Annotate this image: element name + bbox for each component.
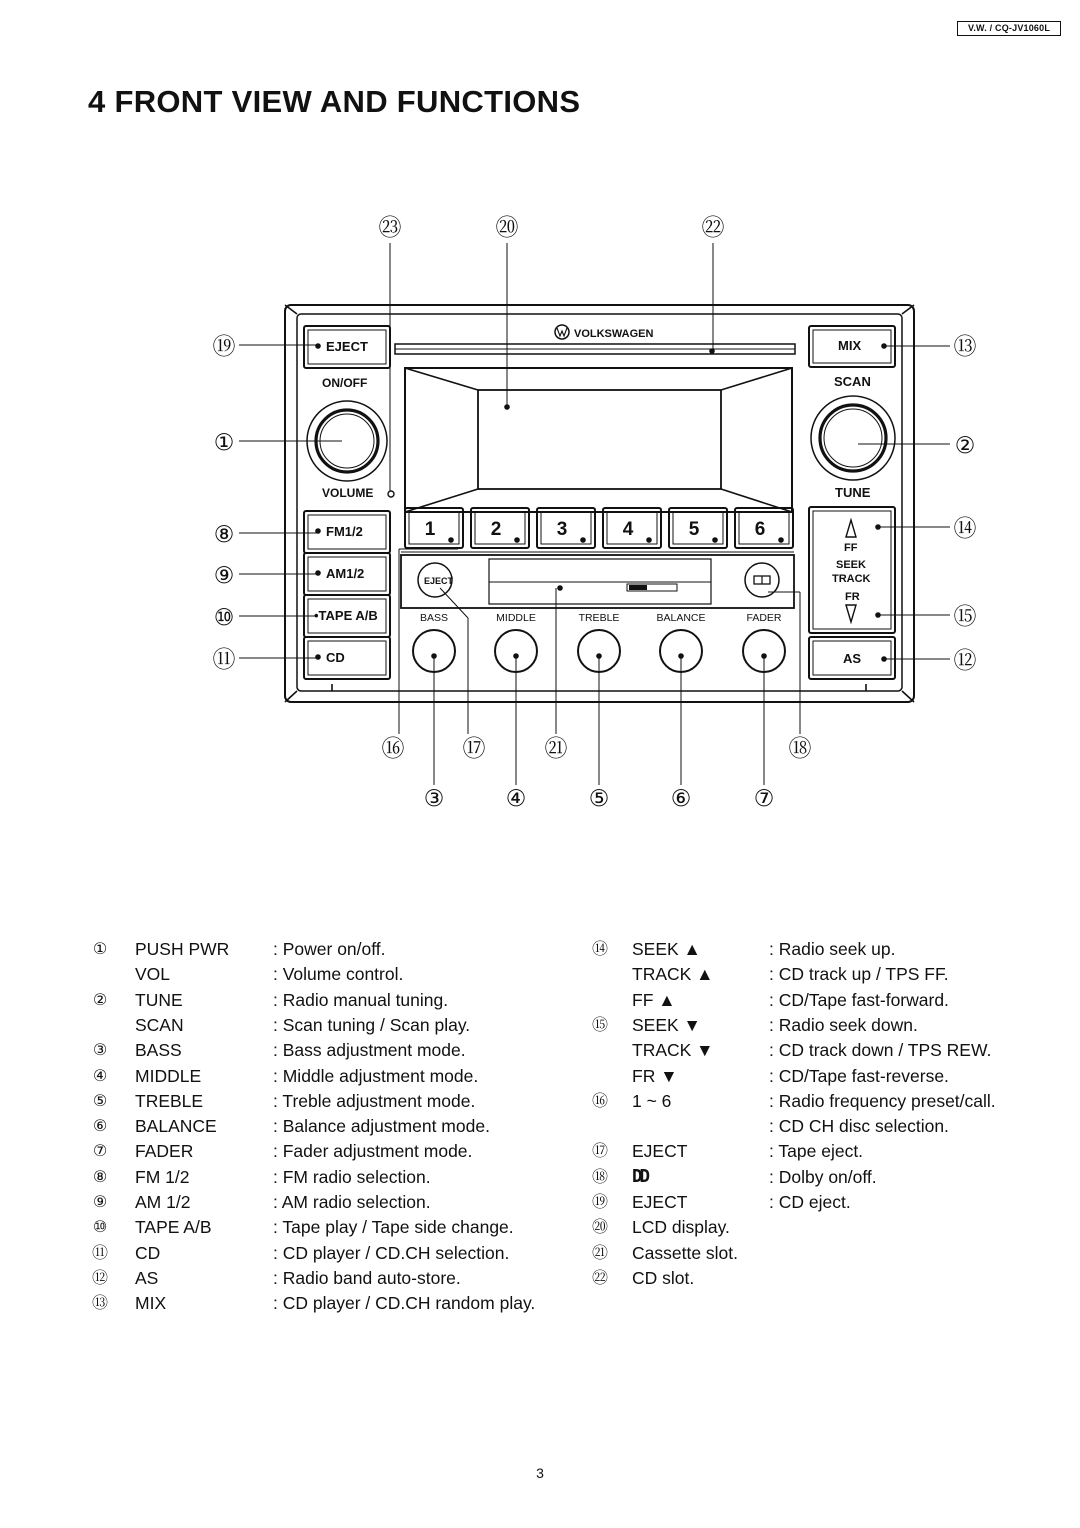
legend-number: ⑰ xyxy=(591,1143,608,1161)
preset-label-1: 1 xyxy=(424,519,436,540)
legend-row xyxy=(88,1165,538,1190)
legend-row xyxy=(88,1190,538,1215)
legend-number: ④ xyxy=(92,1067,108,1085)
track-label: TRACK xyxy=(832,573,871,585)
fr-label: FR xyxy=(845,591,860,603)
legend-row xyxy=(588,962,1038,987)
legend-description: : Treble adjustment mode. xyxy=(273,1090,476,1111)
legend-number: ⑧ xyxy=(92,1168,108,1186)
chassis xyxy=(285,305,914,702)
legend-description: : CD/Tape fast-forward. xyxy=(769,989,949,1010)
preset-label-2: 2 xyxy=(490,519,502,540)
callout-10: ⑩ xyxy=(213,604,235,630)
legend-label: LCD display. xyxy=(632,1217,730,1238)
legend-label: Cassette slot. xyxy=(632,1242,739,1263)
legend-description: : Volume control. xyxy=(273,964,404,985)
legend-number: ⑪ xyxy=(91,1244,108,1262)
legend-row xyxy=(88,1064,538,1089)
legend-row xyxy=(88,988,538,1013)
legend-description: : Power on/off. xyxy=(273,939,386,959)
legend-number: ⑩ xyxy=(92,1219,108,1237)
legend-label: FR ▼ xyxy=(632,1065,678,1086)
legend-label: TAPE A/B xyxy=(135,1217,212,1238)
legend-row xyxy=(88,962,538,987)
callout-5: ⑤ xyxy=(588,785,610,811)
legend-label: 1 ~ 6 xyxy=(632,1090,672,1111)
legend-number: ⑳ xyxy=(591,1219,608,1237)
legend-row xyxy=(88,937,538,962)
callout-19: ⑲ xyxy=(212,333,236,359)
callout-8: ⑧ xyxy=(213,521,235,547)
legend-label: FF ▲ xyxy=(632,989,676,1010)
legend-row xyxy=(588,1266,1038,1291)
legend-description: : CD eject. xyxy=(769,1192,851,1212)
am-label: AM1/2 xyxy=(326,566,365,581)
preset-label-3: 3 xyxy=(556,519,568,540)
preset-button-2[interactable] xyxy=(471,508,529,548)
brand-label: VOLKSWAGEN xyxy=(574,328,654,340)
callout-15: ⑮ xyxy=(953,603,977,629)
callout-23: ㉓ xyxy=(378,214,402,240)
legend-label: CD xyxy=(135,1242,161,1263)
volume-knob[interactable] xyxy=(307,376,394,500)
callout-13: ⑬ xyxy=(953,333,977,359)
callout-22: ㉒ xyxy=(701,214,725,240)
legend-row xyxy=(88,1139,538,1164)
legend-row xyxy=(88,1089,538,1114)
legend-description: : Tape play / Tape side change. xyxy=(273,1217,514,1238)
legend-number: ⑦ xyxy=(92,1143,108,1161)
legend-description: : Scan tuning / Scan play. xyxy=(273,1014,471,1035)
legend-row xyxy=(588,1114,1038,1139)
legend-label: TRACK ▲ xyxy=(632,964,714,985)
legend-row xyxy=(588,1139,1038,1164)
legend-row xyxy=(588,937,1038,962)
preset-label-5: 5 xyxy=(688,519,700,540)
legend-description: : CD track down / TPS REW. xyxy=(769,1040,992,1061)
legend-description: : CD CH disc selection. xyxy=(769,1116,949,1137)
seek-label: SEEK xyxy=(836,559,866,571)
balance-label: BALANCE xyxy=(656,612,706,624)
preset-button-3[interactable] xyxy=(537,508,595,548)
volkswagen-logo xyxy=(555,325,654,340)
cassette-area xyxy=(401,552,794,608)
as-label: AS xyxy=(843,651,862,666)
legend-label: EJECT xyxy=(632,1192,688,1212)
legend-label: TREBLE xyxy=(135,1090,204,1111)
volume-label: VOLUME xyxy=(322,486,374,500)
legend-label: TRACK ▼ xyxy=(632,1040,714,1061)
legend-description: : Dolby on/off. xyxy=(769,1166,877,1187)
legend-number: ㉑ xyxy=(591,1244,608,1262)
callout-2: ② xyxy=(954,432,976,458)
mix-button[interactable] xyxy=(809,326,895,367)
fm-button[interactable] xyxy=(304,511,390,553)
tape-ab-label: •TAPE A/B xyxy=(314,608,378,623)
legend-label: FADER xyxy=(135,1141,194,1162)
legend-description: : Tape eject. xyxy=(769,1141,864,1162)
legend-row xyxy=(588,1190,1038,1215)
cd-label: CD xyxy=(326,650,345,665)
legend-description: : CD player / CD.CH selection. xyxy=(273,1242,510,1263)
seek-rocker[interactable] xyxy=(809,507,895,633)
legend-number: ⑭ xyxy=(591,941,608,958)
fm-label: FM1/2 xyxy=(326,524,363,539)
page-number: 3 xyxy=(536,1465,544,1481)
cd-eject-label: EJECT xyxy=(326,339,368,354)
legend-number: ⑱ xyxy=(591,1168,608,1186)
legend-number: ⑮ xyxy=(591,1016,608,1034)
legend-row xyxy=(588,1013,1038,1038)
legend-number: ⑤ xyxy=(92,1092,108,1110)
tune-label: TUNE xyxy=(835,485,871,500)
preset-button-6[interactable] xyxy=(735,508,793,548)
cd-eject-button[interactable] xyxy=(304,326,390,368)
dolby-symbol: DD xyxy=(632,1166,648,1187)
callout-14: ⑭ xyxy=(953,515,977,541)
legend-number: ⑲ xyxy=(591,1194,608,1211)
callout-9: ⑨ xyxy=(213,562,235,588)
legend-label: SEEK ▲ xyxy=(632,939,701,959)
legend-label: MIX xyxy=(135,1293,167,1314)
callout-21: ㉑ xyxy=(544,735,568,761)
fader-label: FADER xyxy=(746,612,782,624)
legend-row xyxy=(588,1038,1038,1063)
legend-number: ⑬ xyxy=(91,1295,108,1313)
legend-description: : CD player / CD.CH random play. xyxy=(273,1293,536,1314)
legend-description: : AM radio selection. xyxy=(273,1192,431,1212)
page-title: 4 FRONT VIEW AND FUNCTIONS xyxy=(88,84,581,119)
legend-row xyxy=(588,1215,1038,1240)
legend-label: TUNE xyxy=(135,989,183,1010)
legend-number: ⑯ xyxy=(591,1092,608,1110)
legend-number: ㉒ xyxy=(591,1269,608,1287)
legend-description: : Balance adjustment mode. xyxy=(273,1116,490,1137)
model-tag: V.W. / CQ-JV1060L xyxy=(957,21,1061,36)
legend-row xyxy=(88,1266,538,1291)
legend-row xyxy=(88,1114,538,1139)
callout-17: ⑰ xyxy=(462,735,486,761)
legend-description: : CD/Tape fast-reverse. xyxy=(769,1065,949,1086)
as-button[interactable] xyxy=(809,637,895,679)
legend-label: FM 1/2 xyxy=(135,1166,190,1187)
tape-eject-label: EJECT xyxy=(424,576,454,586)
legend-row xyxy=(588,1089,1038,1114)
callout-4: ④ xyxy=(505,785,527,811)
seek-down-icon xyxy=(846,605,856,622)
legend-row xyxy=(588,1064,1038,1089)
legend-row xyxy=(88,1215,538,1240)
tune-knob[interactable] xyxy=(811,374,895,500)
preset-label-4: 4 xyxy=(622,519,634,540)
legend-row xyxy=(88,1013,538,1038)
preset-label-6: 6 xyxy=(754,519,766,540)
legend-label: VOL xyxy=(135,964,171,985)
callout-6: ⑥ xyxy=(670,785,692,811)
middle-label: MIDDLE xyxy=(496,612,536,624)
legend-row xyxy=(88,1241,538,1266)
legend-number: ⑨ xyxy=(92,1194,108,1211)
legend-label: PUSH PWR xyxy=(135,939,230,959)
on-off-label: ON/OFF xyxy=(322,376,368,390)
callout-18: ⑱ xyxy=(788,735,812,761)
legend-row xyxy=(588,1165,1038,1190)
legend-description: : Bass adjustment mode. xyxy=(273,1040,466,1061)
legend-number: ③ xyxy=(92,1042,108,1060)
legend-description: : Middle adjustment mode. xyxy=(273,1065,479,1086)
legend-label: AS xyxy=(135,1267,159,1288)
legend-number: ② xyxy=(92,991,108,1009)
legend-label: SEEK ▼ xyxy=(632,1014,701,1035)
legend-description: : Radio frequency preset/call. xyxy=(769,1090,996,1111)
legend-description: : Fader adjustment mode. xyxy=(273,1141,473,1162)
legend-label: CD slot. xyxy=(632,1267,695,1288)
callout-1: ① xyxy=(213,429,235,455)
bass-label: BASS xyxy=(419,612,449,624)
legend-label: EJECT xyxy=(632,1141,688,1162)
mix-label: MIX xyxy=(838,338,862,353)
callout-20: ⑳ xyxy=(495,214,519,240)
treble-label: TREBLE xyxy=(578,612,620,624)
legend-number: ⑥ xyxy=(92,1118,108,1136)
legend-row xyxy=(588,1241,1038,1266)
callout-7: ⑦ xyxy=(753,785,775,811)
cd-slot xyxy=(395,344,795,354)
callout-12: ⑫ xyxy=(953,647,977,673)
legend-description: : Radio manual tuning. xyxy=(273,989,449,1010)
lcd-display xyxy=(405,368,792,512)
legend-label: BASS xyxy=(135,1040,182,1061)
preset-button-5[interactable] xyxy=(669,508,727,548)
callout-3: ③ xyxy=(423,785,445,811)
ff-label: FF xyxy=(844,542,858,554)
legend-label: AM 1/2 xyxy=(135,1192,191,1212)
preset-button-4[interactable] xyxy=(603,508,661,548)
legend-description: : Radio seek up. xyxy=(769,939,896,959)
seek-up-icon xyxy=(846,520,856,537)
legend-row xyxy=(588,988,1038,1013)
legend-number: ⑫ xyxy=(91,1269,108,1287)
legend-label: BALANCE xyxy=(135,1116,217,1137)
scan-label: SCAN xyxy=(834,374,871,389)
preset-button-1[interactable] xyxy=(405,508,463,548)
legend-label: SCAN xyxy=(135,1014,184,1035)
legend-description: : CD track up / TPS FF. xyxy=(769,964,949,985)
legend-description: : Radio band auto-store. xyxy=(273,1267,461,1288)
legend-number: ① xyxy=(92,941,108,958)
legend-row xyxy=(88,1038,538,1063)
preset-button-row xyxy=(405,508,793,548)
legend-label: MIDDLE xyxy=(135,1065,202,1086)
legend-description: : Radio seek down. xyxy=(769,1014,918,1035)
callout-11: ⑪ xyxy=(212,646,236,672)
callout-16: ⑯ xyxy=(381,735,405,761)
legend-description: : FM radio selection. xyxy=(273,1166,431,1187)
legend-row xyxy=(88,1291,538,1316)
